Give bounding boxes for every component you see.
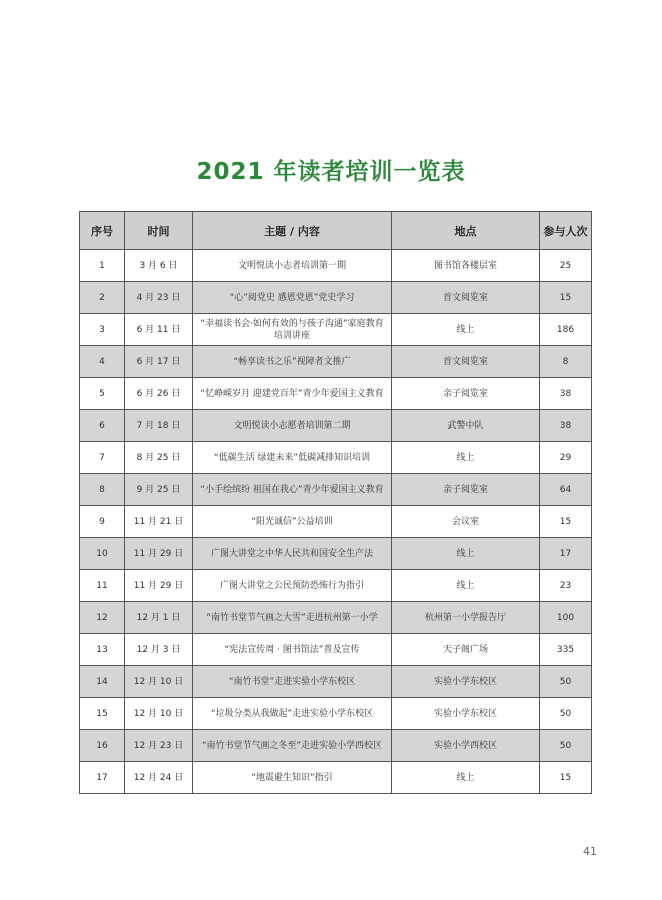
header-number: 序号 (80, 212, 125, 250)
row-topic-cell: “垃圾分类从我做起”走进实验小学东校区 (193, 698, 392, 730)
row-number-cell: 10 (80, 538, 125, 570)
row-topic-cell: 广图大讲堂之中华人民共和国安全生产法 (193, 538, 392, 570)
header-place: 地点 (392, 212, 540, 250)
row-number-cell: 2 (80, 282, 125, 314)
row-number-cell: 5 (80, 378, 125, 410)
table-row (80, 602, 592, 634)
row-date-cell: 11 月 21 日 (125, 506, 193, 538)
page-number: 41 (583, 845, 597, 858)
row-number-cell: 9 (80, 506, 125, 538)
table-row (80, 570, 592, 602)
row-date-cell: 8 月 25 日 (125, 442, 193, 474)
row-place-cell: 实验小学西校区 (392, 730, 540, 762)
row-date-cell: 4 月 23 日 (125, 282, 193, 314)
table-row (80, 730, 592, 762)
row-topic-cell: “南竹书堂”走进实验小学东校区 (193, 666, 392, 698)
row-count-cell: 15 (540, 762, 592, 794)
row-date-cell: 6 月 26 日 (125, 378, 193, 410)
row-number-cell: 15 (80, 698, 125, 730)
table-row (80, 282, 592, 314)
row-place-cell: 线上 (392, 570, 540, 602)
row-date-cell: 3 月 6 日 (125, 250, 193, 282)
row-topic-cell: “幸福读书会·如何有效的与孩子沟通”家庭教育培训讲座 (193, 314, 392, 346)
row-number-cell: 16 (80, 730, 125, 762)
row-count-cell: 25 (540, 250, 592, 282)
row-date-cell: 12 月 10 日 (125, 666, 193, 698)
row-place-cell: 天子阁广场 (392, 634, 540, 666)
row-count-cell: 64 (540, 474, 592, 506)
row-count-cell: 29 (540, 442, 592, 474)
row-place-cell: 首文阅览室 (392, 346, 540, 378)
row-topic-cell: “畅享读书之乐”视障者文推广 (193, 346, 392, 378)
training-table (79, 211, 592, 794)
row-count-cell: 50 (540, 666, 592, 698)
row-topic-cell: “低碳生活 绿建未来”低碳减排知识培训 (193, 442, 392, 474)
row-date-cell: 12 月 3 日 (125, 634, 193, 666)
table-row (80, 634, 592, 666)
row-number-cell: 3 (80, 314, 125, 346)
row-number-cell: 11 (80, 570, 125, 602)
table-row (80, 250, 592, 282)
row-topic-cell: “宪法宣传周 · 图书馆法”普及宣传 (193, 634, 392, 666)
table-row (80, 410, 592, 442)
row-date-cell: 6 月 11 日 (125, 314, 193, 346)
row-date-cell: 9 月 25 日 (125, 474, 193, 506)
table-row (80, 474, 592, 506)
row-date-cell: 7 月 18 日 (125, 410, 193, 442)
row-place-cell: 图书馆各楼层室 (392, 250, 540, 282)
header-topic: 主题 / 内容 (193, 212, 392, 250)
row-place-cell: 武警中队 (392, 410, 540, 442)
row-topic-cell: 广图大讲堂之公民预防恐怖行为指引 (193, 570, 392, 602)
row-number-cell: 14 (80, 666, 125, 698)
row-number-cell: 4 (80, 346, 125, 378)
row-place-cell: 线上 (392, 442, 540, 474)
header-date: 时间 (125, 212, 193, 250)
row-count-cell: 23 (540, 570, 592, 602)
row-number-cell: 13 (80, 634, 125, 666)
row-number-cell: 17 (80, 762, 125, 794)
row-date-cell: 12 月 1 日 (125, 602, 193, 634)
row-place-cell: 实验小学东校区 (392, 698, 540, 730)
row-count-cell: 335 (540, 634, 592, 666)
row-count-cell: 38 (540, 378, 592, 410)
row-count-cell: 8 (540, 346, 592, 378)
row-date-cell: 11 月 29 日 (125, 570, 193, 602)
row-place-cell: 线上 (392, 762, 540, 794)
row-count-cell: 50 (540, 730, 592, 762)
row-topic-cell: “心”阅党史 感恩党恩”党史学习 (193, 282, 392, 314)
row-count-cell: 15 (540, 282, 592, 314)
row-topic-cell: 文明悦读小志愿者培训第二期 (193, 410, 392, 442)
header-count: 参与人次 (540, 212, 592, 250)
row-number-cell: 12 (80, 602, 125, 634)
row-place-cell: 会议室 (392, 506, 540, 538)
row-count-cell: 186 (540, 314, 592, 346)
table-row (80, 698, 592, 730)
row-place-cell: 首文阅览室 (392, 282, 540, 314)
row-topic-cell: “地震避生知识”指引 (193, 762, 392, 794)
row-number-cell: 8 (80, 474, 125, 506)
table-header-row (80, 212, 592, 250)
table-row (80, 762, 592, 794)
row-number-cell: 1 (80, 250, 125, 282)
row-count-cell: 17 (540, 538, 592, 570)
row-count-cell: 50 (540, 698, 592, 730)
table-row (80, 666, 592, 698)
table-row (80, 442, 592, 474)
table-row (80, 506, 592, 538)
row-topic-cell: “忆峥嵘岁月 迎建党百年”青少年爱国主义教育 (193, 378, 392, 410)
row-date-cell: 12 月 23 日 (125, 730, 193, 762)
row-topic-cell: “南竹书堂节气画之冬至”走进实验小学西校区 (193, 730, 392, 762)
row-place-cell: 线上 (392, 538, 540, 570)
row-topic-cell: “阳光诚信”公益培训 (193, 506, 392, 538)
row-place-cell: 线上 (392, 314, 540, 346)
table-row (80, 378, 592, 410)
page-title: 2021 年读者培训一览表 (196, 159, 466, 185)
row-count-cell: 15 (540, 506, 592, 538)
row-number-cell: 6 (80, 410, 125, 442)
row-place-cell: 亲子阅览室 (392, 474, 540, 506)
row-topic-cell: “小手绘缤纷 祖国在我心”青少年爱国主义教育 (193, 474, 392, 506)
row-date-cell: 11 月 29 日 (125, 538, 193, 570)
row-date-cell: 12 月 24 日 (125, 762, 193, 794)
row-date-cell: 12 月 10 日 (125, 698, 193, 730)
row-topic-cell: 文明悦读小志者培训第一期 (193, 250, 392, 282)
row-number-cell: 7 (80, 442, 125, 474)
row-date-cell: 6 月 17 日 (125, 346, 193, 378)
row-place-cell: 杭州第一小学报告厅 (392, 602, 540, 634)
row-place-cell: 实验小学东校区 (392, 666, 540, 698)
table-row (80, 346, 592, 378)
table-row (80, 538, 592, 570)
table-row (80, 314, 592, 346)
row-count-cell: 100 (540, 602, 592, 634)
row-place-cell: 亲子阅览室 (392, 378, 540, 410)
row-count-cell: 38 (540, 410, 592, 442)
row-topic-cell: “南竹书堂节气画之大雪”走进杭州第一小学 (193, 602, 392, 634)
